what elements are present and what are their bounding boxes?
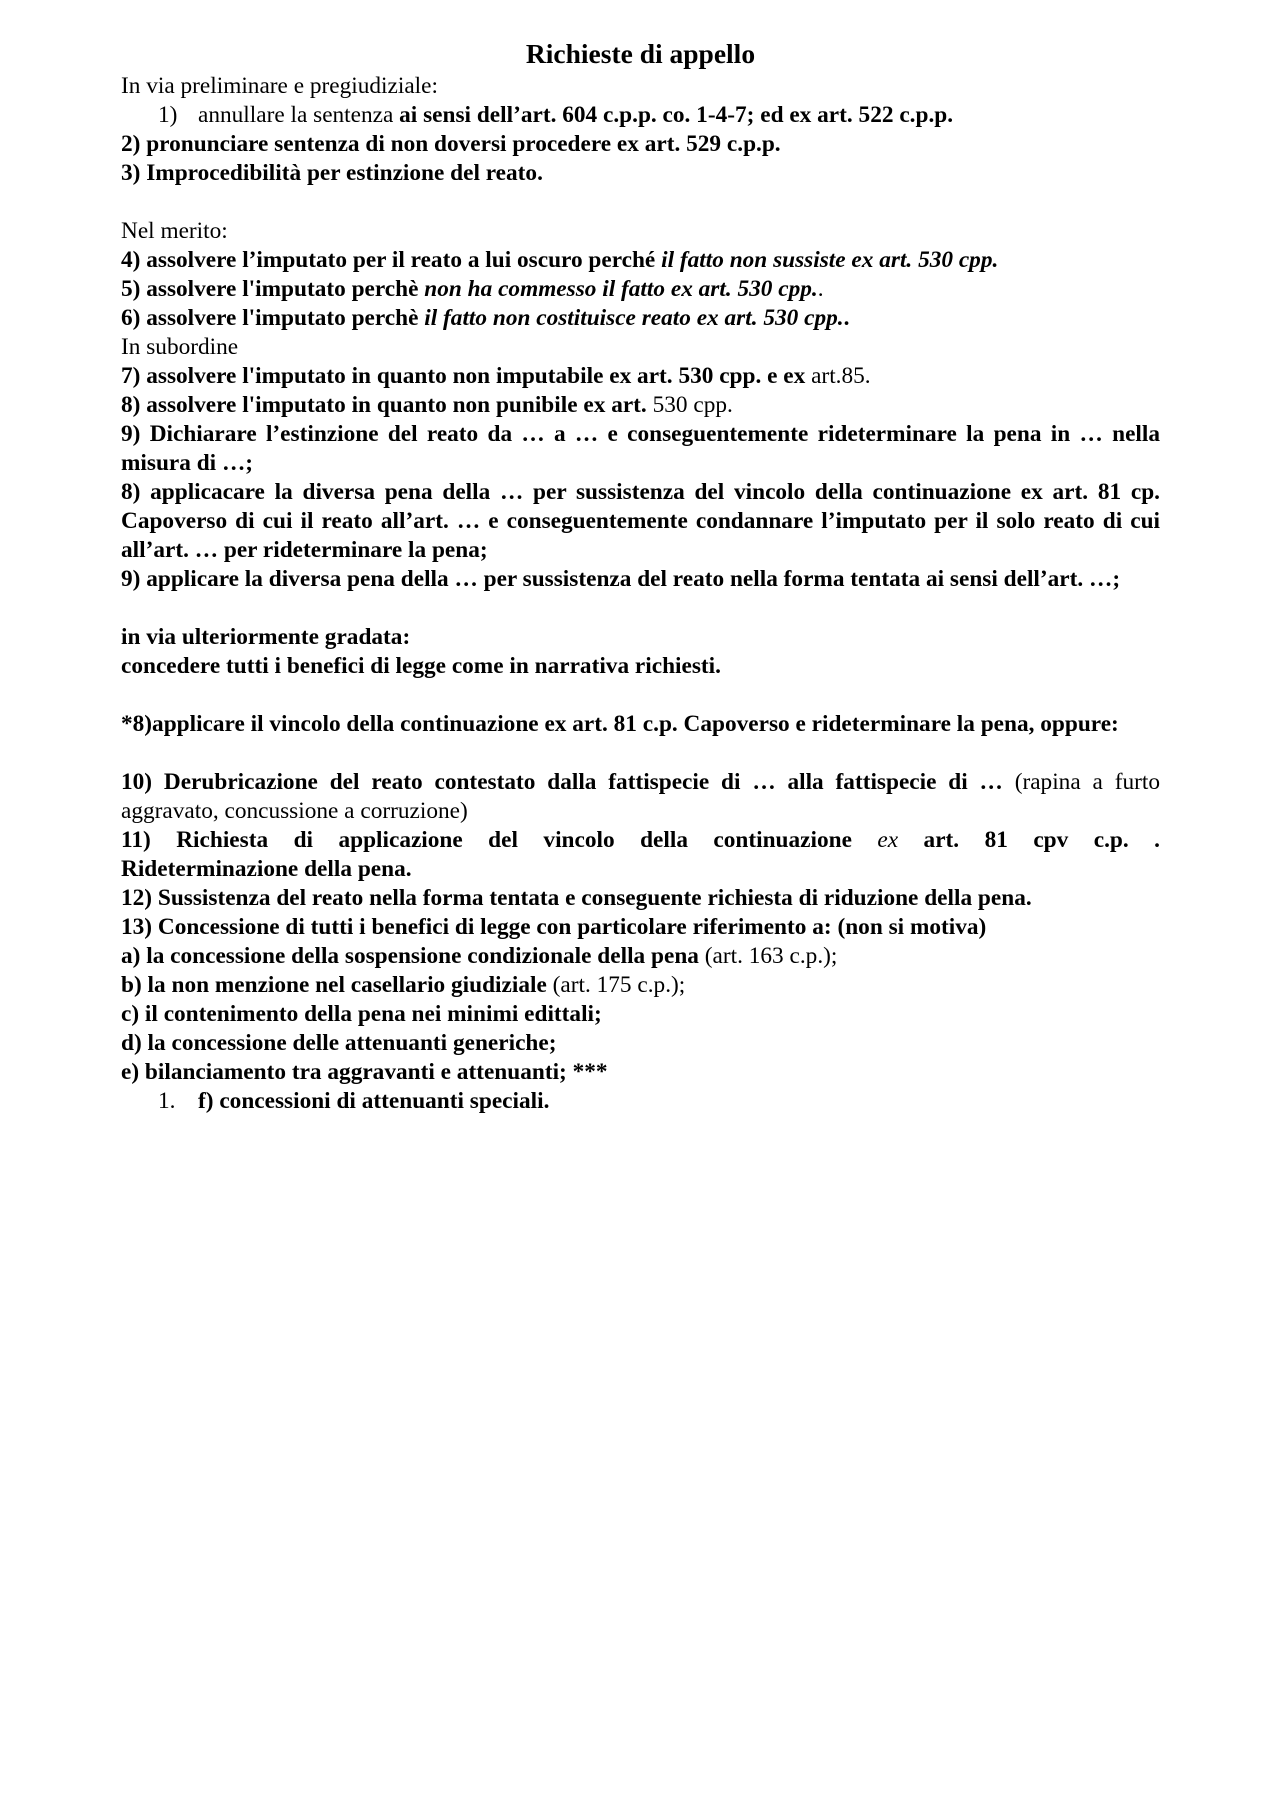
item-text: . (817, 276, 824, 302)
heading-text-bold: in via ulteriormente gradata: (121, 624, 411, 650)
item-text: art.85. (811, 363, 871, 389)
list-item-merito-5 (121, 275, 1160, 304)
list-item-subordine-7 (121, 362, 1160, 391)
item-text-bold: . (843, 305, 850, 331)
list-item-13f (121, 1087, 1160, 1116)
list-item-merito-6 (121, 304, 1160, 333)
item-text-bold: Rideterminazione della pena. (121, 856, 412, 882)
list-item-13 (121, 913, 1160, 942)
item-text: 530 cpp. (652, 392, 733, 418)
item-text-bold: art. 81 cpv c.p. . (898, 827, 1160, 853)
item-text-bold: 9) Dichiarare l’estinzione del reato da … a … e conseguentemente rideterminare la pena in … nella misura di …; (121, 421, 1160, 476)
list-item-13a (121, 942, 1160, 971)
item-text-italic: ex (877, 827, 899, 853)
list-item-star-8 (121, 710, 1160, 739)
section-heading-gradata (121, 623, 1160, 652)
list-item-merito-4 (121, 246, 1160, 275)
list-item-13b (121, 971, 1160, 1000)
list-item-preliminare-3 (121, 159, 1160, 188)
spacer (121, 594, 1160, 623)
list-item-11 (121, 826, 1160, 855)
item-text-bold: 4) assolvere l’imputato per il reato a lui oscuro perché (121, 247, 662, 273)
list-item-13e (121, 1058, 1160, 1087)
item-text: (art. 175 c.p.); (552, 972, 686, 998)
item-text-bold: b) la non menzione nel casellario giudiziale (121, 972, 553, 998)
item-text-bold: 2) pronunciare sentenza di non doversi procedere ex art. 529 c.p.p. (121, 131, 781, 157)
item-text: annullare la sentenza (198, 102, 400, 128)
list-item-subordine-9b (121, 565, 1160, 594)
document-title: Richieste di appello (525, 38, 756, 69)
spacer (121, 739, 1160, 768)
item-text-bold: 9) applicare la diversa pena della … per sussistenza del reato nella forma tentata ai sensi dell’art. …; (121, 566, 1121, 592)
item-text-bold-italic: non ha commesso il fatto ex art. 530 cpp. (424, 276, 818, 302)
list-item-preliminare-2 (121, 130, 1160, 159)
section-heading-subordine: In subordine (121, 334, 239, 360)
list-item-subordine-9 (121, 420, 1160, 478)
list-item-11-continued (121, 855, 1160, 884)
item-text-bold-italic: il fatto non costituisce reato ex art. 530 cpp. (424, 305, 844, 331)
list-item-10 (121, 768, 1160, 826)
section-heading-merito: Nel merito: (121, 218, 228, 244)
item-text-bold: 8) assolvere l'imputato in quanto non punibile ex art. (121, 392, 653, 418)
item-text-bold: 8) applicacare la diversa pena della … per sussistenza del vincolo della continuazione ex art. 81 cp. Capoverso di cui il reato all’art. … e conseguentemente condannare l’imputato per il solo reato di cui all’art. … per rideterminare la pena; (121, 479, 1160, 563)
item-text-bold: concedere tutti i benefici di legge come in narrativa richiesti. (121, 653, 721, 679)
document-page (121, 36, 1160, 1116)
item-text-bold: 5) assolvere l'imputato perchè (121, 276, 425, 302)
item-text-bold: 13) Concessione di tutti i benefici di legge con particolare riferimento a: (non si motiva) (121, 914, 987, 940)
item-text-bold: 6) assolvere l'imputato perchè (121, 305, 425, 331)
item-text-bold: *8)applicare il vincolo della continuazione ex art. 81 c.p. Capoverso e rideterminare la pena, oppure: (121, 711, 1119, 737)
item-text-bold: ai sensi dell’art. 604 c.p.p. co. 1-4-7; ed ex art. 522 c.p.p. (399, 102, 954, 128)
item-text-bold: 3) Improcedibilità per estinzione del reato. (121, 160, 543, 186)
item-text-bold: 12) Sussistenza del reato nella forma tentata e conseguente richiesta di riduzione della pena. (121, 885, 1032, 911)
spacer (121, 681, 1160, 710)
list-number: 1. (158, 1088, 176, 1114)
item-text: (art. 163 c.p.); (704, 943, 838, 969)
item-text-bold: f) concessioni di attenuanti speciali. (198, 1088, 550, 1114)
item-text-bold: 11) Richiesta di applicazione del vincolo della continuazione (121, 827, 878, 853)
spacer (121, 188, 1160, 217)
item-text-bold: d) la concessione delle attenuanti generiche; (121, 1030, 557, 1056)
section-heading-preliminare: In via preliminare e pregiudiziale: (121, 73, 438, 99)
item-text-bold: a) la concessione della sospensione condizionale della pena (121, 943, 705, 969)
item-text-bold: c) il contenimento della pena nei minimi edittali; (121, 1001, 602, 1027)
item-text-bold: 7) assolvere l'imputato in quanto non imputabile ex art. 530 cpp. e ex (121, 363, 812, 389)
list-item-preliminare-1 (121, 101, 1160, 130)
item-text-bold-italic: il fatto non sussiste ex art. 530 cpp. (661, 247, 999, 273)
list-item-subordine-8 (121, 391, 1160, 420)
list-number: 1) (158, 102, 178, 128)
item-text: (rapina a furto aggravato, concussione a corruzione) (121, 769, 1160, 824)
list-item-subordine-8b (121, 478, 1160, 565)
list-item-gradata-benefici (121, 652, 1160, 681)
item-text-bold: e) bilanciamento tra aggravanti e attenuanti; *** (121, 1059, 608, 1085)
list-item-13c (121, 1000, 1160, 1029)
list-item-12 (121, 884, 1160, 913)
list-item-13d (121, 1029, 1160, 1058)
item-text-bold: 10) Derubricazione del reato contestato dalla fattispecie di … alla fattispecie di … (121, 769, 1015, 795)
